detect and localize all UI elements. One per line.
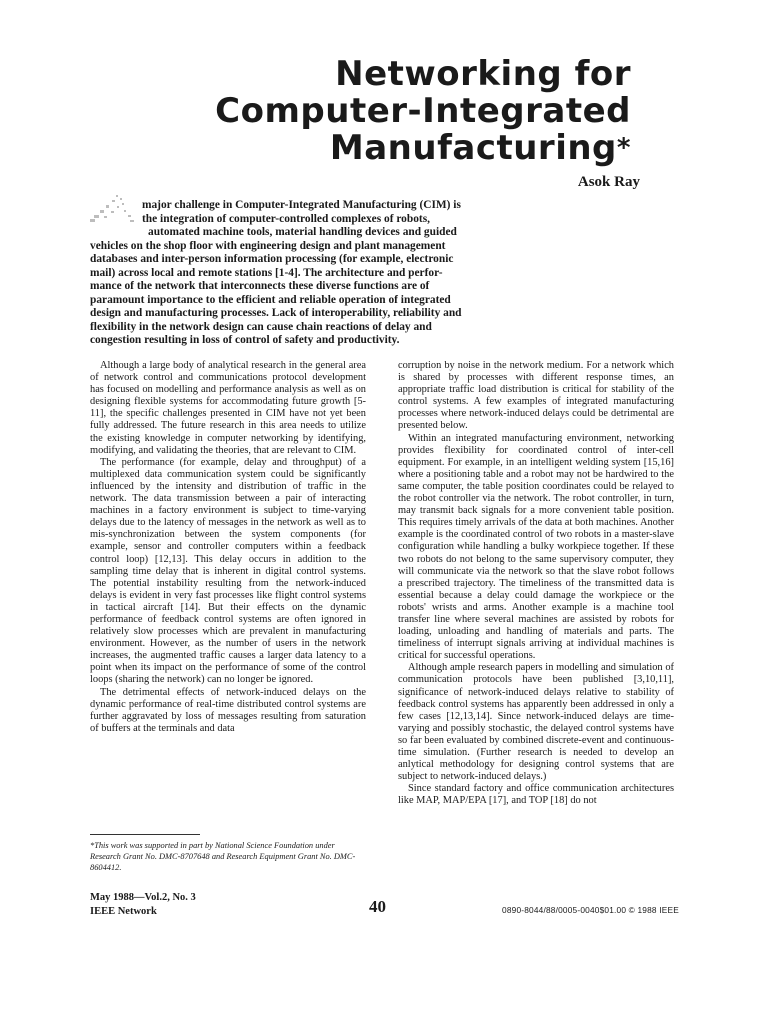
title-line-3-text: Manufacturing <box>329 128 617 168</box>
title-line-2: Computer-Integrated <box>215 91 631 131</box>
abstract-line: major challenge in Computer-Integrated Manufacturing (CIM) is <box>142 199 461 211</box>
abstract-line: databases and inter-person information processing (for example, electronic <box>90 253 454 266</box>
body-paragraph: The performance (for example, delay and throughput) of a multiplexed data communication system could be significantly influenced by the intensity and distribution of traffic in the network. The data transmission between a pair of interacting machines in a factory environment is subject to time-varying delays due to the latency of messages in the network as well as to mis-synchronization between the system components (for example, sensor and controller computers within a feedback control loop) [12,13]. This delay occurs in addition to the sampling time delay that is inherent in digital control systems. The potential instability resulting from the network-induced delays is evident in very fast processes like flight control systems in tactical aircraft [14]. But their effects on the dynamic performance of feedback control systems are often ignored in relatively slow processes which are prevalent in manufacturing environment. However, as the number of users in the network increases, the augmented traffic causes a larger data latency to a point when its impact on the performance of some of the control loops (sharing the network) can no longer be ignored. <box>90 456 366 686</box>
journal-name: IEEE Network <box>90 906 157 917</box>
abstract-line: design and manufacturing processes. Lack of interoperability, reliability and <box>90 307 462 320</box>
body-paragraph: Within an integrated manufacturing environment, networking provides flexibility for coordinated control of inter-cell equipment. For example, in an intelligent welding system [15,16] where a positioning table and a robot may not be hardwired to the same computer, the table position coordinates could be relayed to the robot controller via the network. The robot controller, in turn, may transmit back signals for a more convenient table position. This requires timely arrivals of the data at both machines. Another example is the coordinated control of two robots in a master-slave configuration while handling a bulky workpiece together. If these two robots do not belong to the same supervisory computer, they will communicate via the network so that the slave robot follows a prescribed trajectory. The timeliness of the transmitted data is essential because a delay could damage the workpiece or the robots' wrists and arms. Another example is a machine tool transfer line where several machines are assisted by robots for loading, unloading and handling of materials and parts. The timeliness of interrupt signals arriving at individual machines is critical for successful operations. <box>398 432 674 662</box>
body-paragraph: The detrimental effects of network-induced delays on the dynamic performance of real-time distributed control systems are further aggravated by loss of messages resulting from saturation of buffers at the terminals and data <box>90 686 366 734</box>
abstract-line: vehicles on the shop floor with engineering design and plant management <box>90 239 446 252</box>
abstract-line: mail) across local and remote stations [1-4]. The architecture and perfor- <box>90 266 443 279</box>
abstract-line: the integration of computer-controlled complexes of robots, <box>142 212 430 225</box>
footnote-marker: * <box>616 133 631 163</box>
footnote-divider <box>90 834 200 835</box>
body-paragraph: corruption by noise in the network medium. For a network which is shared by processes with different response times, an appropriate traffic load distribution is critical for stability of the control systems. A few examples of integrated manufacturing processes where network-induced delays could be detrimental are presented below. <box>398 360 674 432</box>
copyright-code: 0890-8044/88/0005-0040$01.00 © 1988 IEEE <box>502 905 679 915</box>
page-number: 40 <box>369 897 386 916</box>
abstract-line: automated machine tools, material handling devices and guided <box>148 226 457 239</box>
abstract-line: paramount importance to the efficient and reliable operation of integrated <box>90 293 451 306</box>
left-column <box>90 360 366 735</box>
abstract-line: congestion resulting in loss of control of safety and productivity. <box>90 334 400 347</box>
abstract-line: mance of the network that interconnects these diverse functions are of <box>90 280 430 293</box>
title-line-3 <box>215 130 631 167</box>
article-title <box>215 56 631 167</box>
body-paragraph: Although ample research papers in modelling and simulation of communication protocols have been published [3,10,11], significance of network-induced delays relative to stability of feedback control systems has apparently been addressed in only a few cases [12,13,14]. Since network-induced delays are time-varying and possibly stochastic, the delayed control systems have so far been evaluated by combined discrete-event and continuous-time simulation. (Further research is needed to develop an anlytical methodology for designing control systems that are subject to network-induced delays.) <box>398 662 674 783</box>
title-line-1: Networking for <box>335 54 631 94</box>
right-column <box>398 360 674 807</box>
body-paragraph: Although a large body of analytical research in the general area of network control and communications protocol development has focused on modelling and performance analysis as well as on designing flexible systems for accommodating future growth [5-11], the specific challenges presented in CIM have not yet been fully addressed. The future research in this area needs to utilize the existing knowledge in computer networking by identifying, modifying, and validating the theories, that are relevant to CIM. <box>90 360 366 456</box>
author-name: Asok Ray <box>577 174 640 190</box>
abstract-line: flexibility in the network design can cause chain reactions of delay and <box>90 320 432 333</box>
footnote: *This work was supported in part by National Science Foundation under Research Grant No. DMC-8707648 and Research Equipment Grant No. DMC-8604412. <box>90 841 356 872</box>
issue-info <box>90 891 196 919</box>
issue-date: May 1988—Vol.2, No. 3 <box>90 892 196 903</box>
abstract <box>90 199 502 348</box>
body-paragraph: Since standard factory and office communication architectures like MAP, MAP/EPA [17], and TOP [18] do not <box>398 783 674 807</box>
